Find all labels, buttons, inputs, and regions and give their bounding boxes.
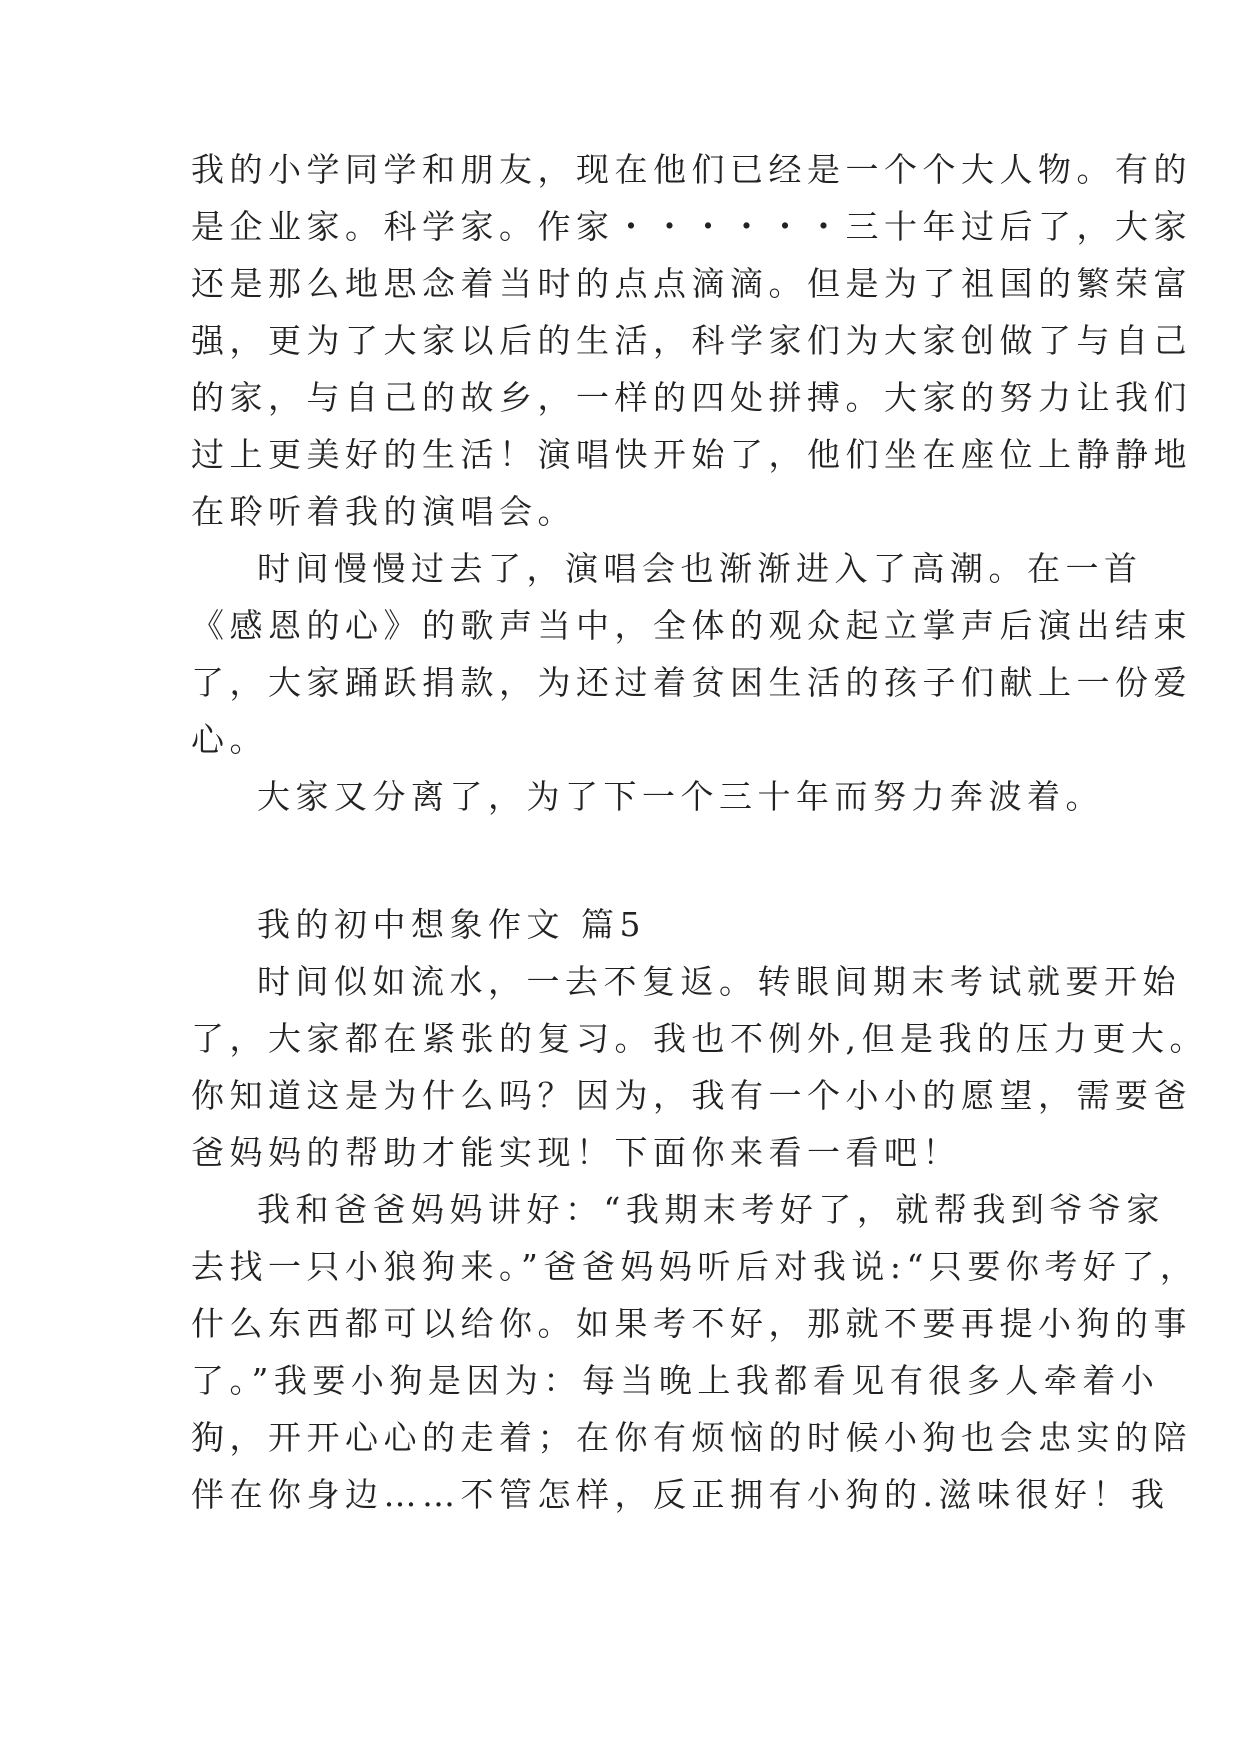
text-line: 我的小学同学和朋友，现在他们已经是一个个大人物。有的	[191, 150, 1192, 189]
text-line: 心。	[191, 720, 268, 759]
text-line: 过上更美好的生活！演唱快开始了，他们坐在座位上静静地	[191, 435, 1192, 474]
text-line: 什么东西都可以给你。如果考不好，那就不要再提小狗的事	[191, 1304, 1192, 1343]
text-line: 时间慢慢过去了，演唱会也渐渐进入了高潮。在一首	[257, 549, 1143, 588]
text-line: 去找一只小狼狗来。”爸爸妈妈听后对我说:“只要你考好了，	[191, 1247, 1199, 1286]
text-line: 还是那么地思念着当时的点点滴滴。但是为了祖国的繁荣富	[191, 264, 1192, 303]
text-line: 狗，开开心心的走着；在你有烦恼的时候小狗也会忠实的陪	[191, 1418, 1192, 1457]
text-line: 爸妈妈的帮助才能实现！下面你来看一看吧！	[191, 1133, 961, 1172]
text-line: 伴在你身边……不管怎样，反正拥有小狗的.滋味很好！我	[191, 1475, 1170, 1514]
text-line: 强，更为了大家以后的生活，科学家们为大家创做了与自己	[191, 321, 1192, 360]
text-line: 你知道这是为什么吗？因为，我有一个小小的愿望，需要爸	[191, 1076, 1192, 1115]
text-line: 了，大家都在紧张的复习。我也不例外,但是我的压力更大。	[191, 1019, 1208, 1058]
text-line: 我和爸爸妈妈讲好：“我期末考好了，就帮我到爷爷家	[257, 1190, 1165, 1229]
text-line: 是企业家。科学家。作家・・・・・・三十年过后了，大家	[191, 207, 1192, 246]
text-line: 大家又分离了，为了下一个三十年而努力奔波着。	[257, 777, 1104, 816]
text-line: 了。”我要小狗是因为：每当晚上我都看见有很多人牵着小	[191, 1361, 1160, 1400]
text-line: 《感恩的心》的歌声当中，全体的观众起立掌声后演出结束	[191, 606, 1192, 645]
text-line: 的家，与自己的故乡，一样的四处拼搏。大家的努力让我们	[191, 378, 1192, 417]
text-line: 了，大家踊跃捐款，为还过着贫困生活的孩子们献上一份爱	[191, 663, 1192, 702]
text-line: 在聆听着我的演唱会。	[191, 492, 576, 531]
section-heading: 我的初中想象作文 篇5	[257, 905, 646, 944]
text-line: 时间似如流水，一去不复返。转眼间期末考试就要开始	[257, 962, 1181, 1001]
